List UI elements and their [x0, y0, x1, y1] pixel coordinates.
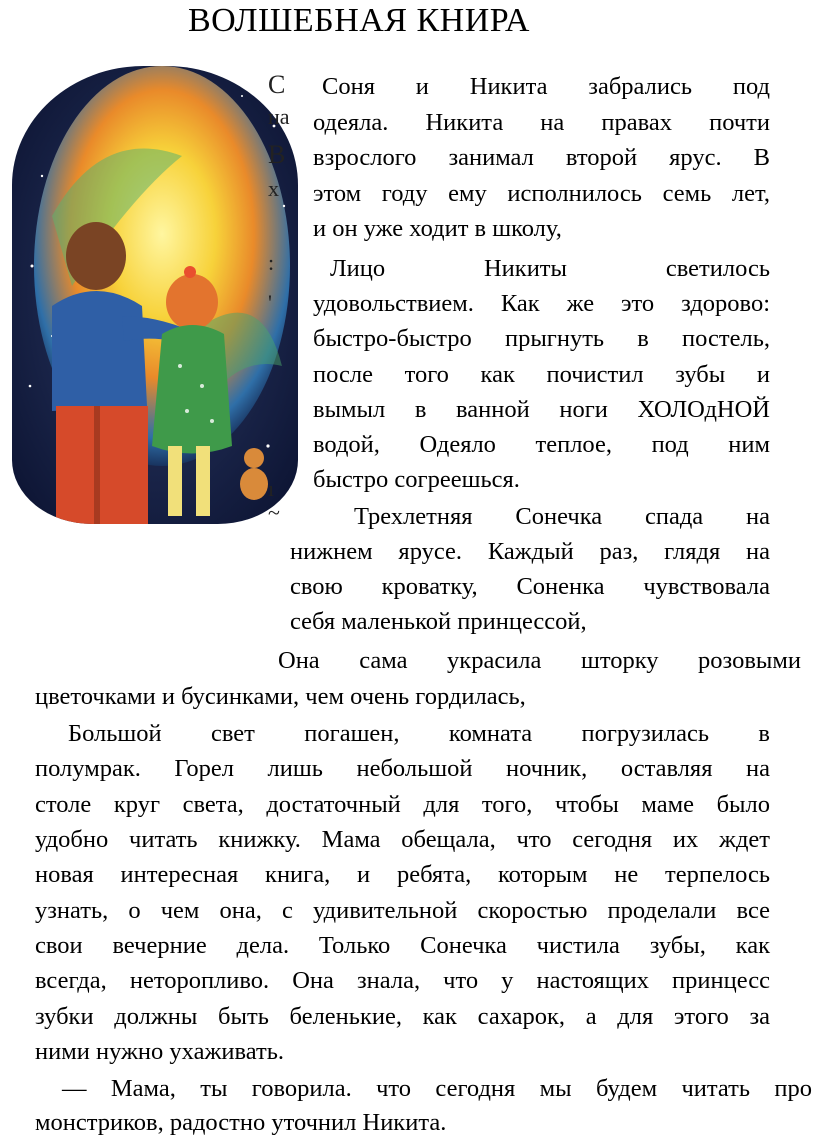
- text-line: столе круг света, достаточный для того, чтобы маме было: [35, 791, 770, 818]
- text-line: удовольствием. Как же это здорово:: [313, 290, 770, 317]
- text-line: — Мама, ты говорила. что сегодня мы будем читать про: [62, 1075, 812, 1102]
- text-line: новая интересная книга, и ребята, которым не терпелось: [35, 861, 770, 888]
- text-line: монстриков, радостно уточнил Никита.: [35, 1109, 447, 1136]
- children-by-window-illustration: [12, 66, 298, 524]
- margin-fragment: :: [268, 250, 275, 275]
- text-line: свою кроватку, Соненка чувствовала: [290, 573, 770, 600]
- text-line: Лицо Никиты светилось: [330, 255, 770, 282]
- text-line: вымыл в ванной ноги ХОЛОдНОЙ: [313, 396, 770, 423]
- text-line: зубки должны быть беленькие, как сахарок, а для этого за: [35, 1003, 770, 1030]
- text-line: быстро-быстро прыгнуть в постель,: [313, 325, 770, 352]
- text-line: удобно читать книжку. Мама обещала, что сегодня их ждет: [35, 826, 770, 853]
- margin-fragment: ': [268, 290, 272, 315]
- text-line: и он уже ходит в школу,: [313, 215, 562, 242]
- margin-fragment: В: [268, 140, 286, 169]
- text-line: всегда, неторопливо. Она знала, что у настоящих принцесс: [35, 967, 770, 994]
- margin-fragment: ~: [268, 500, 280, 525]
- text-line: цветочками и бусинками, чем очень гордилась,: [35, 683, 526, 710]
- text-line: Трехлетняя Сонечка спада на: [354, 503, 770, 530]
- text-line: Соня и Никита забрались под: [322, 73, 770, 100]
- text-line: полумрак. Горел лишь небольшой ночник, оставляя на: [35, 755, 770, 782]
- text-line: одеяла. Никита на правах почти: [313, 109, 770, 136]
- margin-fragment: х: [268, 176, 279, 201]
- text-line: нижнем ярусе. Каждый раз, глядя на: [290, 538, 770, 565]
- text-line: свои вечерние дела. Только Сонечка чистила зубы, как: [35, 932, 770, 959]
- text-line: этом году ему исполнилось семь лет,: [313, 180, 770, 207]
- text-line: быстро согреешься.: [313, 466, 520, 493]
- text-line: узнать, о чем она, с удивительной скоростью проделали все: [35, 897, 770, 924]
- text-line: взрослого занимал второй ярус. В: [313, 144, 770, 171]
- margin-fragment: ı: [268, 476, 275, 501]
- page-title: ВОЛШЕБНАЯ КНИРА: [188, 2, 530, 39]
- margin-fragment: С: [268, 70, 286, 99]
- text-line: ними нужно ухаживать.: [35, 1038, 284, 1065]
- text-line: Большой свет погашен, комната погрузилась в: [68, 720, 770, 747]
- margin-fragment: на: [268, 104, 290, 129]
- text-line: себя маленькой принцессой,: [290, 608, 587, 635]
- text-line: водой, Одеяло теплое, под ним: [313, 431, 770, 458]
- text-line: после того как почистил зубы и: [313, 361, 770, 388]
- text-line: Она сама украсила шторку розовыми: [278, 647, 801, 674]
